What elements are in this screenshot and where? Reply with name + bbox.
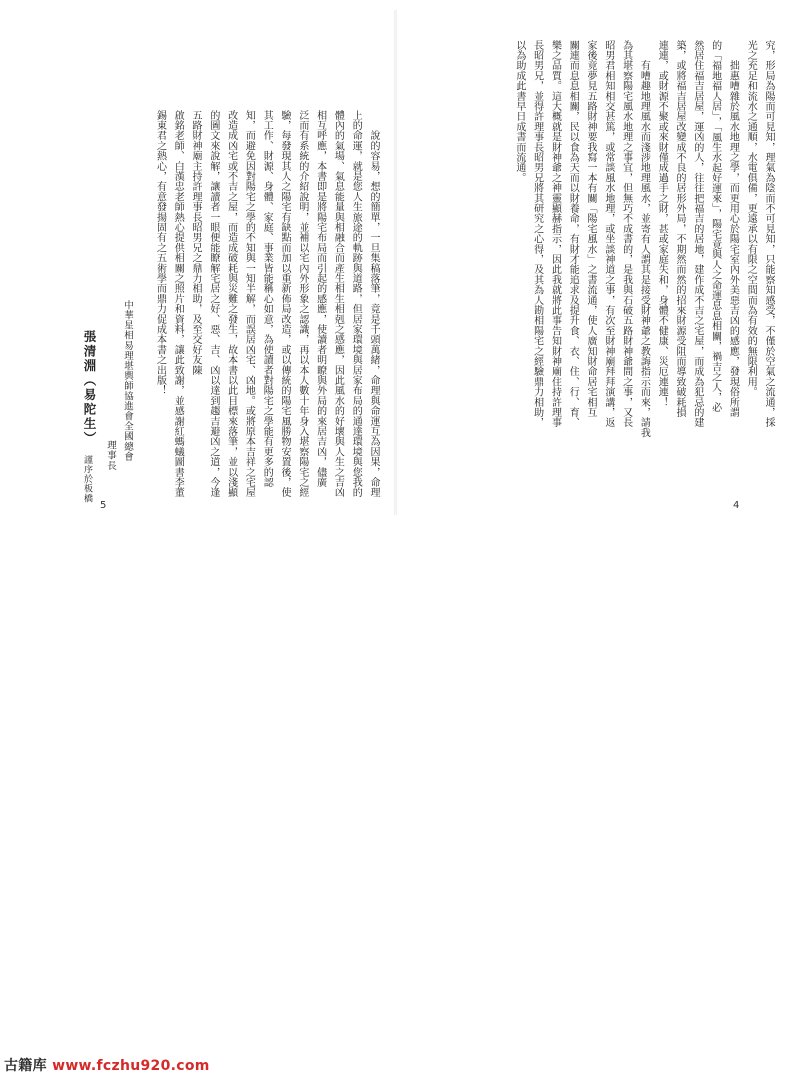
left-column: 其工作、財源、身體、家庭、事業皆能稱心如意，為使讀者對陽宅之學能有更多的認 <box>261 110 273 488</box>
left-column: 相互呼應，本書即是將陽宅布局而引起的感應，使讀者明瞭與外局的來居吉凶，儘廣 <box>314 110 326 488</box>
footer-bar <box>0 523 793 1074</box>
right-column: 為其堪察陽宅風水地理之事宜，但無巧不成書的，是我與石破五路財神爺間之事，又長 <box>620 40 632 428</box>
right-column: 拙惠嘈雜於風水地理之學，而更用心於陽宅室內外美惡吉凶的感應，發現俗所謂 <box>727 40 739 418</box>
right-column: 築，或將福吉居屋改變成不良的居形外局，不期然而然的招來財源受阻而導致破耗損 <box>674 40 686 418</box>
left-column: 知，而避免因對陽宅之學的不知與一知半解，而誤居凶宅、凶地。或將原本吉祥之宅屋 <box>243 110 255 498</box>
signature-title: 理事長 <box>105 440 116 471</box>
left-column: 說的容易，想的簡單，一旦集稿落筆，竟是千頭萬緒，命理與命運互為因果，命理 <box>368 110 379 498</box>
page-number-right: 4 <box>733 500 740 511</box>
signature-organization: 中華星相易理堪輿師協進會全國總會 <box>122 300 133 462</box>
right-column: 長昭男兄，並得許理事長昭男兄將其研究之心得，及其為人勘相陽宅之經驗鼎力相助， <box>531 40 543 428</box>
right-column: 光之充足和流水之通順，水電俱備，更遠承以有限之空間而為有效的無限利用。 <box>745 40 757 397</box>
right-page <box>396 0 793 523</box>
right-column: 昭男君相知相交甚篤，或常談風水地理，或坐談神道之事，有次至財神廟拜拜演講，返 <box>602 40 614 428</box>
left-column: 上的命運，就是您人生旅途的軌跡與道路，但居家環境與居家布局的通達環境與您我的 <box>350 110 362 498</box>
right-column: 的「福地福人居」，「風生水起好運來」，陽宅竟與人之命運息息相關，禍吉之人，必 <box>709 40 721 413</box>
page-number-left: 5 <box>100 500 107 511</box>
right-column: 有嘈趣地理風水而淺涉地理風水，並寄有人謂其是接受財神爺之教誨指示而來，請我 <box>638 40 650 438</box>
left-column: 改造成凶宅或不吉之屋，而造成破耗與災難之發生，故本書以此目標來落筆，並以淺顯 <box>225 110 237 498</box>
left-page <box>0 0 396 523</box>
book-spread <box>0 0 793 523</box>
right-column: 然居住福吉居屋，運凶的人，往往把福吉的居地，建作成不吉之宅屋，而成為犯忌的建 <box>691 40 703 428</box>
right-column: 家後竟夢見五路財神要我寫一本有關「陽宅風水」之書流通，使人廣知財命居宅相互 <box>585 40 597 418</box>
right-column: 連連，或財源不聚或來財僅成過手之財，甚或家庭失和，身體不健康、災厄連連！ <box>656 40 668 408</box>
right-column: 關連而息息相關，民以食為天而以財養命，有財才能追求及提升食、衣、住、行、育、 <box>567 40 579 428</box>
watermark-url: www.fczhu920.com <box>52 1058 210 1074</box>
watermark-site-name: 古籍库 <box>4 1058 47 1074</box>
signature-name: 張清淵（易陀生） <box>82 330 97 446</box>
right-page-body <box>510 40 777 438</box>
left-column: 的圖文來說解，讓讀者一眼便能瞭解宅居之好、惡、吉、凶以達到趨吉避凶之道，今逢 <box>207 110 219 498</box>
left-column: 錫東君之熱心，有意發揚固有之五術學而鼎力促成本書之出版！ <box>154 110 166 396</box>
right-column: 究，形局為陽而可見知，理氣為陰而不可見知，只能察知感受，不僅於空氣之流通，採 <box>763 40 774 428</box>
site-watermark <box>4 1055 210 1075</box>
right-column: 以為助成此書早日成書而流通。 <box>513 40 525 183</box>
left-page-body <box>151 110 382 498</box>
signature-note: 謹序於板橋 <box>82 455 92 503</box>
left-column: 體內的氣場、氣息能量與相融合而產生相生相剋之感應，因此風水的好壞與人生之吉凶 <box>332 110 344 498</box>
left-column: 啟銘老師、白漢忠老師熱心提供相關之照片和資料，讓此致謝，並感謝紅螞蟻圖書李董 <box>172 110 184 498</box>
right-column: 樂之品質。這大概就是財神爺之神靈顯赫指示，因此我就將此事告知財神廟住持許理事 <box>549 40 561 428</box>
left-column: 五路財神廟主持許理事長昭男兄之鼎力相助，及至交好友陳 <box>190 110 202 376</box>
left-column: 驗，每發現其人之陽宅有缺點而加以重新佈局改造，或以傳統的陽宅風勝物安置後，使 <box>279 110 291 498</box>
left-column: 泛而有系統的介紹說明，並補以宅內外形象之認識，再以本人數十年身入堪察陽宅之經 <box>296 110 308 498</box>
